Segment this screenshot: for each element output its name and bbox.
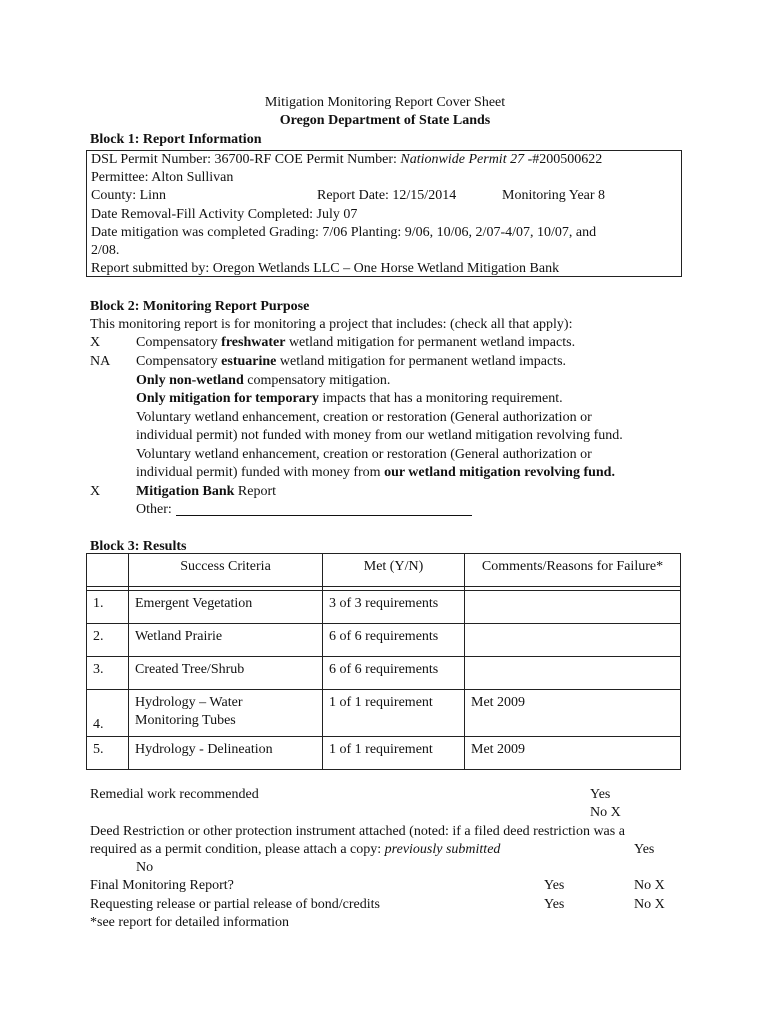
criteria-line: Hydrology – Water: [135, 695, 243, 710]
other-label: Other:: [136, 502, 172, 517]
row-met: 3 of 3 requirements: [323, 591, 465, 624]
deed-restriction-line1: Deed Restriction or other protection instrument attached (noted: if a filed deed restriction was a: [90, 824, 625, 839]
purpose-text: compensatory mitigation.: [243, 373, 391, 388]
checkbox-mark-bank[interactable]: X: [90, 484, 101, 499]
table-row: [87, 624, 681, 657]
column-header-criteria: Success Criteria: [129, 554, 323, 587]
permit-number-text: DSL Permit Number: 36700-RF COE Permit Number:: [91, 152, 401, 167]
agency-name: Oregon Department of State Lands: [279, 113, 491, 128]
mitigation-dates-line2: 2/08.: [91, 243, 120, 258]
column-header-comments: Comments/Reasons for Failure*: [465, 554, 681, 587]
permittee: Permittee: Alton Sullivan: [91, 170, 234, 185]
coe-permit-id: -#200500622: [524, 152, 603, 167]
monitoring-year: Monitoring Year 8: [502, 188, 606, 203]
deed-status: previously submitted: [384, 842, 501, 857]
final-report-label: Final Monitoring Report?: [90, 878, 234, 893]
final-report-no[interactable]: No X: [634, 878, 665, 893]
deed-text: required as a permit condition, please attach a copy:: [90, 842, 385, 857]
purpose-text: wetland mitigation for permanent wetland impacts.: [285, 335, 576, 350]
other-input-line[interactable]: [176, 515, 472, 516]
row-comment[interactable]: Met 2009: [465, 737, 681, 770]
remedial-no[interactable]: No X: [590, 805, 621, 820]
permit-number-line: [91, 151, 602, 169]
row-number: 4.: [87, 690, 129, 737]
purpose-bold: freshwater: [221, 335, 286, 350]
footnote: *see report for detailed information: [90, 915, 290, 930]
coe-permit-type: Nationwide Permit 27: [400, 152, 525, 167]
purpose-voluntary-1-line2: individual permit) not funded with money from our wetland mitigation revolving fund.: [136, 428, 623, 443]
release-no[interactable]: No X: [634, 897, 665, 912]
block1-heading: Block 1: Report Information: [90, 132, 262, 147]
row-criteria: Emergent Vegetation: [129, 591, 323, 624]
block2-heading: Block 2: Monitoring Report Purpose: [90, 299, 310, 314]
purpose-non-wetland: [136, 372, 390, 390]
row-comment[interactable]: Met 2009: [465, 690, 681, 737]
remedial-yes[interactable]: Yes: [590, 787, 611, 802]
table-row: [87, 690, 681, 737]
deed-no[interactable]: No: [136, 860, 154, 875]
row-criteria: Created Tree/Shrub: [129, 657, 323, 690]
row-criteria: Hydrology - Delineation: [129, 737, 323, 770]
removal-fill-date: Date Removal-Fill Activity Completed: July 07: [91, 207, 358, 222]
row-met: 1 of 1 requirement: [323, 737, 465, 770]
release-yes[interactable]: Yes: [544, 897, 565, 912]
column-header-number: [87, 554, 129, 587]
purpose-text: Compensatory: [136, 354, 222, 369]
final-report-yes[interactable]: Yes: [544, 878, 565, 893]
purpose-mitigation-bank: [136, 483, 276, 501]
checkbox-mark-freshwater[interactable]: X: [90, 335, 101, 350]
row-number: 5.: [87, 737, 129, 770]
purpose-freshwater: [136, 334, 575, 352]
purpose-text: impacts that has a monitoring requirement.: [318, 391, 563, 406]
purpose-estuarine: [136, 353, 566, 371]
results-table: [86, 553, 681, 770]
row-number: 2.: [87, 624, 129, 657]
checkbox-mark-estuarine[interactable]: NA: [90, 354, 111, 369]
table-header-row: [87, 554, 681, 587]
purpose-intro: This monitoring report is for monitoring a project that includes: (check all that apply):: [90, 317, 573, 332]
remedial-label: Remedial work recommended: [90, 787, 259, 802]
row-comment[interactable]: [465, 591, 681, 624]
criteria-line: Monitoring Tubes: [135, 713, 236, 728]
row-comment[interactable]: [465, 624, 681, 657]
deed-yes[interactable]: Yes: [634, 842, 655, 857]
county: County: Linn: [91, 188, 167, 203]
mitigation-dates-line1: Date mitigation was completed Grading: 7/06 Planting: 9/06, 10/06, 2/07-4/07, 10/07, and: [91, 225, 597, 240]
submitted-by: Report submitted by: Oregon Wetlands LLC – One Horse Wetland Mitigation Bank: [91, 261, 560, 276]
purpose-bold: our wetland mitigation revolving fund.: [384, 465, 615, 480]
purpose-bold: Only non-wetland: [136, 373, 244, 388]
purpose-text: individual permit) funded with money from: [136, 465, 385, 480]
purpose-bold: estuarine: [221, 354, 277, 369]
row-criteria: [129, 690, 323, 737]
row-met: 1 of 1 requirement: [323, 690, 465, 737]
row-number: 1.: [87, 591, 129, 624]
release-label: Requesting release or partial release of bond/credits: [90, 897, 380, 912]
block3-heading: Block 3: Results: [90, 539, 187, 554]
row-number: 3.: [87, 657, 129, 690]
purpose-text: Compensatory: [136, 335, 222, 350]
purpose-voluntary-2-line1: Voluntary wetland enhancement, creation or restoration (General authorization or: [136, 447, 592, 462]
purpose-voluntary-1-line1: Voluntary wetland enhancement, creation or restoration (General authorization or: [136, 410, 592, 425]
purpose-voluntary-2-line2: [136, 464, 615, 482]
deed-restriction-line2: [90, 841, 500, 859]
column-header-met: Met (Y/N): [323, 554, 465, 587]
row-met: 6 of 6 requirements: [323, 624, 465, 657]
purpose-text: wetland mitigation for permanent wetland impacts.: [276, 354, 567, 369]
document-title: Mitigation Monitoring Report Cover Sheet: [264, 95, 506, 110]
table-row: [87, 591, 681, 624]
purpose-bold: Only mitigation for temporary: [136, 391, 319, 406]
row-comment[interactable]: [465, 657, 681, 690]
table-row: [87, 737, 681, 770]
purpose-text: Report: [234, 484, 277, 499]
row-met: 6 of 6 requirements: [323, 657, 465, 690]
table-row: [87, 657, 681, 690]
row-criteria: Wetland Prairie: [129, 624, 323, 657]
report-date: Report Date: 12/15/2014: [317, 188, 457, 203]
purpose-bold: Mitigation Bank: [136, 484, 235, 499]
purpose-temporary: [136, 390, 563, 408]
